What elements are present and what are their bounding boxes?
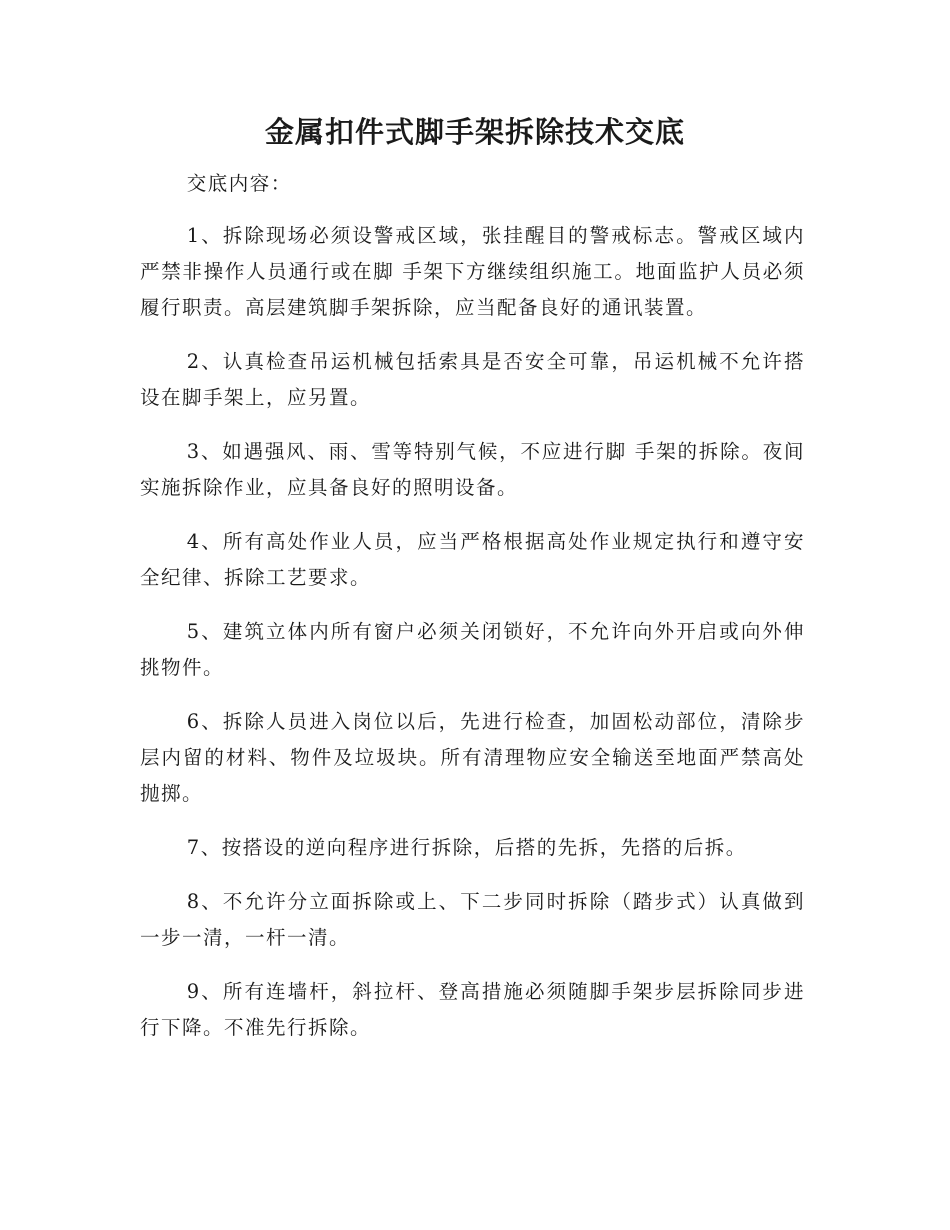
- item-paragraph-2: 2、认真检查吊运机械包括索具是否安全可靠，吊运机械不允许搭设在脚手架上，应另置。: [140, 350, 805, 409]
- intro-paragraph: 交底内容：: [186, 172, 292, 195]
- item-paragraph-9: 9、所有连墙杆，斜拉杆、登高措施必须随脚手架步层拆除同步进行下降。不准先行拆除。: [140, 980, 805, 1039]
- item-paragraph-1: 1、拆除现场必须设警戒区域，张挂醒目的警戒标志。警戒区域内严禁非操作人员通行或在脚 手架下方继续组织施工。地面监护人员必须履行职责。高层建筑脚手架拆除，应当配备良好的通讯装置。: [140, 224, 805, 319]
- item-paragraph-4: 4、所有高处作业人员，应当严格根据高处作业规定执行和遵守安全纪律、拆除工艺要求。: [140, 530, 805, 589]
- item-paragraph-6: 6、拆除人员进入岗位以后，先进行检查，加固松动部位，清除步层内留的材料、物件及垃圾块。所有清理物应安全输送至地面严禁高处抛掷。: [140, 710, 805, 805]
- document-title: 金属扣件式脚手架拆除技术交底: [264, 115, 685, 149]
- item-paragraph-7: 7、按搭设的逆向程序进行拆除，后搭的先拆，先搭的后拆。: [186, 836, 747, 859]
- document-body: [140, 166, 805, 1064]
- item-paragraph-5: 5、建筑立体内所有窗户必须关闭锁好，不允许向外开启或向外伸挑物件。: [140, 620, 805, 679]
- item-paragraph-8: 8、不允许分立面拆除或上、下二步同时拆除（踏步式）认真做到一步一清，一杆一清。: [140, 890, 805, 949]
- item-paragraph-3: 3、如遇强风、雨、雪等特别气候，不应进行脚 手架的拆除。夜间实施拆除作业，应具备良好的照明设备。: [140, 440, 805, 499]
